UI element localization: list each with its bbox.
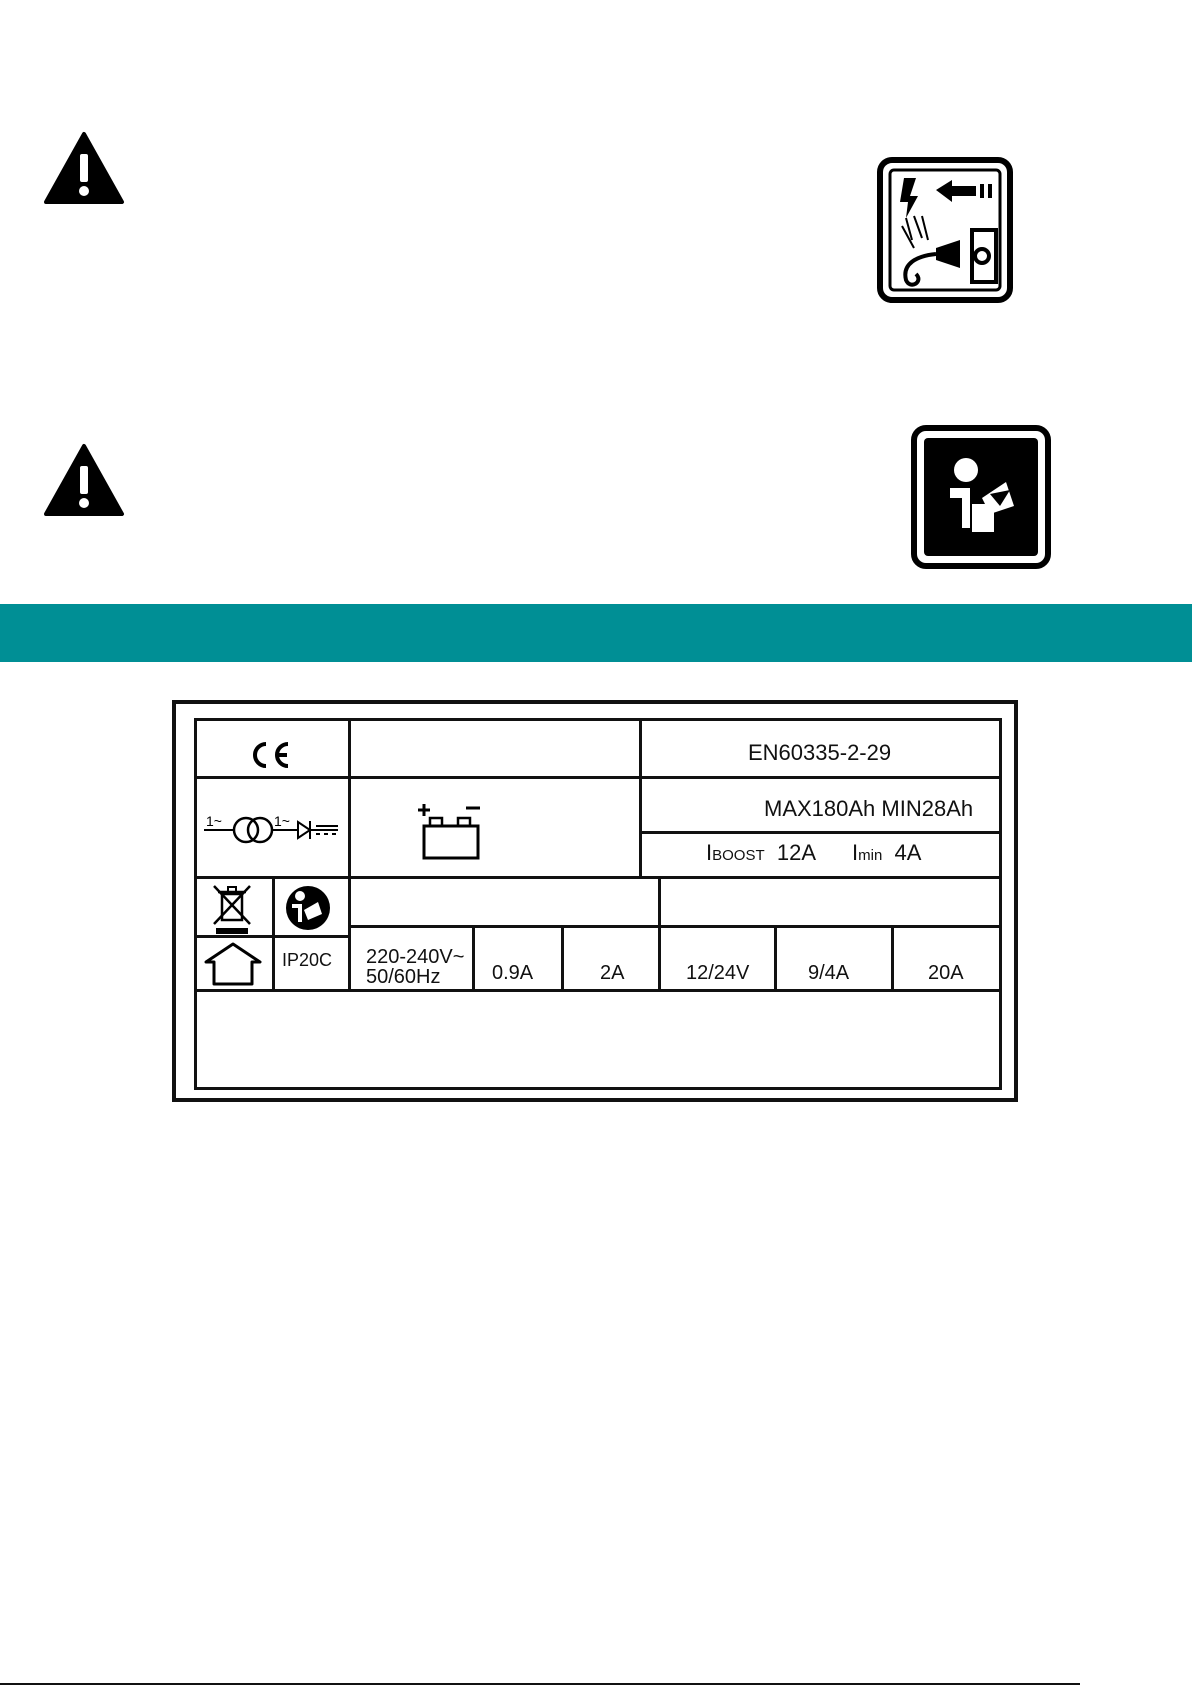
input-voltage: 220-240V~ (366, 946, 465, 968)
indoor-use-house-icon (204, 942, 262, 986)
col-divider (658, 876, 661, 989)
section-band (0, 604, 1192, 662)
row-divider (348, 925, 1002, 928)
row-divider (194, 935, 348, 938)
row-divider (639, 831, 1002, 834)
col-divider (348, 718, 351, 989)
boost-label: BOOST (712, 847, 765, 864)
row-divider (194, 776, 1002, 779)
rating-plate (172, 700, 1018, 1102)
col-divider (891, 925, 894, 989)
col-divider (272, 876, 275, 989)
weee-crossed-bin-icon (210, 884, 256, 934)
output-voltage: 12/24V (686, 962, 750, 984)
input-frequency: 50/60Hz (366, 966, 441, 988)
output-current: 9/4A (808, 962, 850, 984)
svg-text:1~: 1~ (206, 813, 222, 829)
input-current: 0.9A (492, 962, 534, 984)
col-divider (472, 925, 475, 989)
read-manual-icon (910, 424, 1052, 570)
min-current: Imin 4A (852, 840, 922, 865)
ip-rating: IP20C (282, 950, 333, 970)
col-divider (561, 925, 564, 989)
svg-text:1~: 1~ (274, 813, 290, 829)
warning-triangle-icon (42, 442, 126, 520)
read-manual-icon (280, 884, 336, 932)
output-fuse: 20A (928, 962, 964, 984)
row-divider (194, 989, 1002, 992)
capacity-text: MAX180Ah MIN28Ah (764, 796, 974, 821)
unplug-before-service-icon (876, 156, 1014, 304)
min-value: 4A (894, 840, 922, 865)
boost-current: IBOOST 12A (706, 840, 817, 865)
col-divider (774, 925, 777, 989)
boost-value: 12A (776, 840, 817, 865)
ce-mark-icon (248, 740, 292, 770)
battery-icon (416, 802, 484, 860)
min-label: min (858, 847, 883, 864)
col-divider (639, 718, 642, 876)
fuse-rating: 2A (600, 962, 625, 984)
row-divider (194, 876, 1002, 879)
standard-text: EN60335-2-29 (748, 740, 892, 765)
transformer-rectifier-icon (204, 812, 340, 846)
warning-triangle-icon (42, 130, 126, 208)
